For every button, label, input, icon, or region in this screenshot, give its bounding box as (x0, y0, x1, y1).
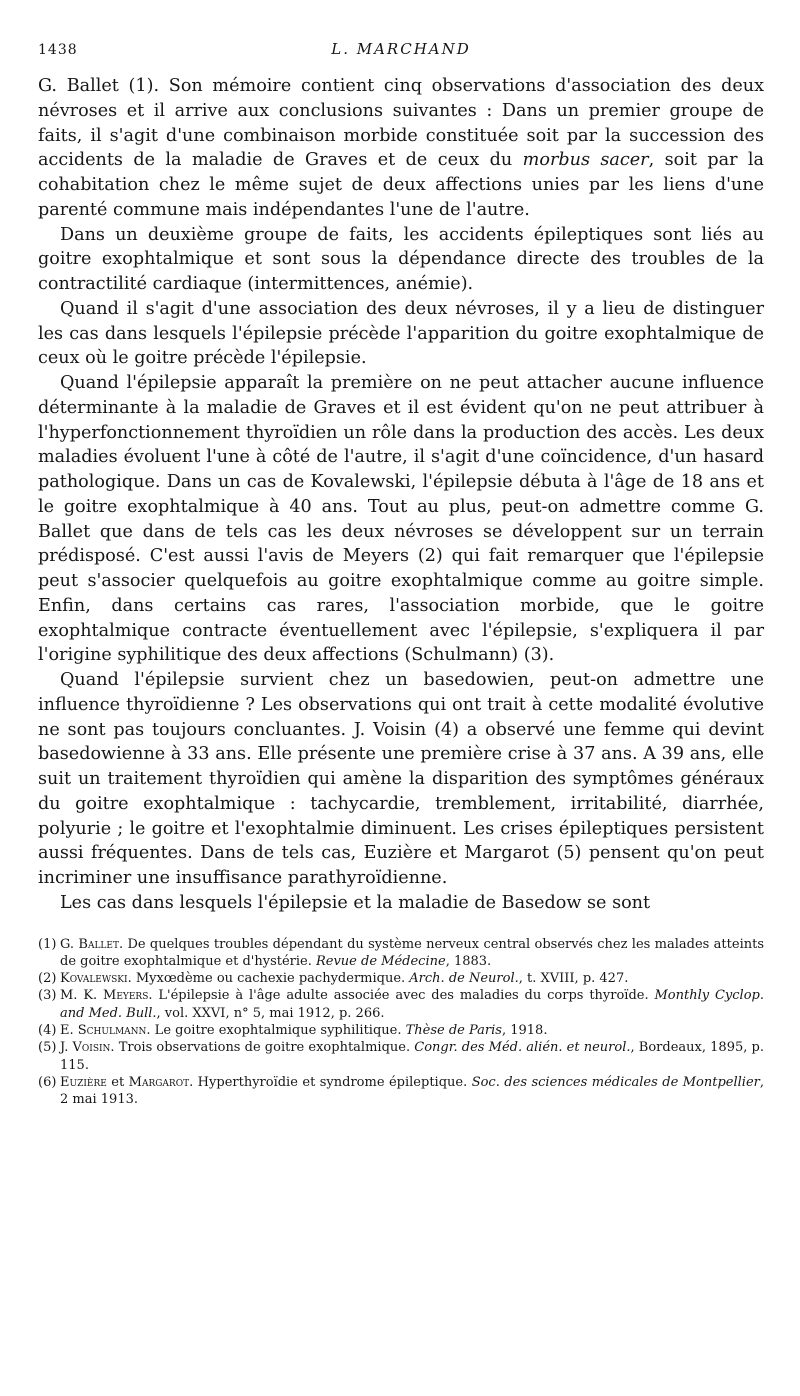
italic-text: Revue de Médecine (315, 953, 446, 969)
italic-text: Arch. de Neurol. (409, 971, 519, 987)
running-title: L. MARCHAND (331, 40, 471, 58)
footnote-number: (4) (38, 1022, 57, 1038)
footnote-number: (1) (38, 936, 57, 952)
page-header (38, 40, 764, 72)
author-name: E. Schulmann (60, 1022, 147, 1038)
text-run: , Bordeaux, 1895, p. 115. (60, 1040, 764, 1073)
paragraph (38, 74, 764, 223)
text-run: , t. XVIII, p. 427. (518, 971, 629, 987)
text-run: Dans un deuxième groupe de faits, les accidents épileptiques sont liés au goitre exophtalmique et sont sous la dépendance directe des troubles de la contractilité cardiaque (intermittences, anémie). (38, 224, 764, 294)
text-run: Quand l'épilepsie apparaît la première on ne peut attacher aucune influence déterminante à la maladie de Graves et il est évident qu'on ne peut attribuer à l'hyperfonctionnement thyroïdien un rôle dans la production des accès. Les deux maladies évoluent l'une à côté de l'autre, il s'agit d'une coïncidence, d'un hasard pathologique. Dans un cas de Kovalewski, l'épilepsie débuta à l'âge de 18 ans et le goitre exophtalmique à 40 ans. Tout au plus, peut-on admettre comme G. Ballet que dans de tels cas les deux névroses se développent sur un terrain prédisposé. C'est aussi l'avis de Meyers (2) qui fait remarquer que l'épilepsie peut s'associer quelquefois au goitre exophtalmique comme au goitre simple. Enfin, dans certains cas rares, l'association morbide, que le goitre exophtalmique contracte éventuellement avec l'épilepsie, s'expliquera il par l'origine syphilitique des deux affections (Schulmann) (3). (38, 373, 764, 666)
text-run: Quand il s'agit d'une association des deux névroses, il y a lieu de distinguer les cas dans lesquels l'épilepsie précède l'apparition du goitre exophtalmique de ceux où le goitre précède l'épilepsie. (38, 298, 764, 369)
paragraph (38, 297, 764, 371)
body-text (38, 74, 764, 916)
text-run: , soit par la cohabitation chez le même sujet de deux affections unies par les liens d'une parenté commune mais indépendantes l'une de l'autre. (38, 150, 765, 220)
italic-text: morbus sacer (522, 150, 649, 171)
footnote (38, 1039, 764, 1074)
paragraph (38, 223, 764, 297)
text-run: , vol. XXVI, n° 5, mai 1912, p. 266. (156, 1005, 385, 1021)
text-run: Les cas dans lesquels l'épilepsie et la maladie de Basedow se sont (60, 892, 651, 913)
footnote (38, 987, 764, 1022)
footnotes (38, 936, 764, 1109)
footnote (38, 1074, 764, 1109)
footnote-number: (6) (38, 1074, 57, 1090)
text-run: . L'épilepsie à l'âge adulte associée avec des maladies du corps thyroïde. (148, 988, 655, 1004)
footnote (38, 1022, 764, 1039)
text-run: , 1883. (445, 953, 492, 969)
footnote (38, 970, 764, 987)
footnote (38, 936, 764, 971)
document-page (38, 40, 764, 1108)
footnote-number: (3) (38, 988, 57, 1004)
author-name: Euzière (60, 1074, 107, 1090)
text-run: Quand l'épilepsie survient chez un basedowien, peut-on admettre une influence thyroïdienne ? Les observations qui ont trait à cette modalité évolutive ne sont pas toujours concluantes. J. Voisin (4) a observé une femme qui devint basedowienne à 33 ans. Elle présente une première crise à 37 ans. A 39 ans, elle suit un traitement thyroïdien qui amène la disparition des symptômes généraux du goitre exophtalmique : tachycardie, tremblement, irritabilité, diarrhée, polyurie ; le goitre et l'exophtalmie diminuent. Les crises épileptiques persistent aussi fréquentes. Dans de tels cas, Euzière et Margarot (5) pensent qu'on peut incriminer une insuffisance parathyroïdienne. (38, 670, 764, 888)
italic-text: Soc. des sciences médicales de Montpellier (471, 1074, 760, 1090)
paragraph (38, 891, 764, 916)
italic-text: Monthly Cyclop. and Med. Bull. (60, 988, 764, 1021)
text-run: , 1918. (501, 1022, 548, 1038)
paragraph (38, 668, 764, 891)
italic-text: Thèse de Paris (405, 1022, 502, 1038)
author-name: J. Voisin (60, 1040, 111, 1056)
footnote-number: (5) (38, 1040, 57, 1056)
text-run: G. Ballet (1). Son mémoire contient cinq observations d'association des deux névroses et il arrive aux conclusions suivantes : Dans un premier groupe de faits, il s'agit d'une combinaison morbide constituée soit par la succession des accidents de la maladie de Graves et de ceux du (38, 76, 764, 171)
paragraph (38, 371, 764, 668)
text-run: . De quelques troubles dépendant du système nerveux central observés chez les malades atteints de goitre exophtalmique et d'hystérie. (60, 936, 765, 969)
author-name: Kovalewski (60, 971, 128, 987)
text-run: . Le goitre exophtalmique syphilitique. (146, 1022, 406, 1038)
author-name: M. K. Meyers (60, 988, 149, 1004)
page-number: 1438 (38, 42, 78, 58)
text-run: et (106, 1074, 129, 1090)
author-name: Margarot (128, 1074, 190, 1090)
text-run: . Myxœdème ou cachexie pachydermique. (127, 971, 410, 987)
italic-text: Congr. des Méd. alién. et neurol. (414, 1040, 631, 1056)
footnote-number: (2) (38, 971, 57, 987)
text-run: . Hyperthyroïdie et syndrome épileptique. (189, 1074, 472, 1090)
text-run: , 2 mai 1913. (60, 1074, 764, 1108)
author-name: G. Ballet (60, 936, 119, 952)
text-run: . Trois observations de goitre exophtalmique. (110, 1040, 415, 1056)
